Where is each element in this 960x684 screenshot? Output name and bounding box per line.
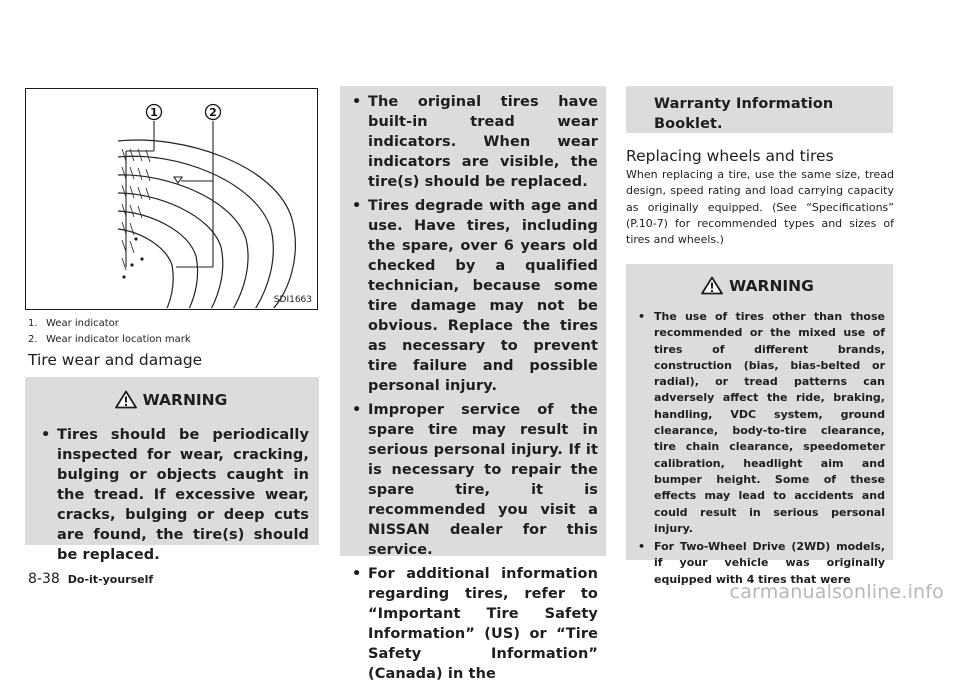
continuation-text-wrap xyxy=(630,94,885,134)
figure-code: SDI1663 xyxy=(273,295,312,305)
warning-item xyxy=(344,196,598,396)
warning-item-text: Improper service of the spare tire may result in serious personal injury. If it is necessary to repair the spare tire, it is recommended you visit a NISSAN dealer for this service. xyxy=(368,402,598,558)
warning-item-text: The use of tires other than those recommended or the mixed use of tires of different brands, construction (bias, bias-belted or radial), or tread patterns can adversely affect the ride, braking, handling, VDC system, ground clearance, body-to-tire clearance, tire chain clearance, speedometer calibration, headlight aim and bumper height. Some of these effects may lead to accidents and could result in serious personal injury. xyxy=(654,310,885,535)
figure-captions xyxy=(28,316,191,348)
replacing-warning-box xyxy=(626,264,893,586)
warning-triangle-icon xyxy=(701,276,723,295)
caption-1-text: Wear indicator xyxy=(46,318,119,329)
callout-2-label: 2 xyxy=(209,106,217,119)
middle-warning-box xyxy=(340,86,606,682)
bullet: • xyxy=(352,198,362,214)
page-footer xyxy=(28,571,153,587)
warning-title: WARNING xyxy=(729,276,814,295)
tire-arc-4 xyxy=(118,193,223,308)
replacing-wheels-heading: Replacing wheels and tires xyxy=(626,147,834,165)
warning-header xyxy=(33,390,309,409)
wear-indicator-location-mark xyxy=(174,177,182,183)
callout-2 xyxy=(206,105,221,120)
tire-arc-5 xyxy=(118,211,198,308)
caption-2 xyxy=(28,332,191,348)
tire-wear-indicator-figure xyxy=(25,88,318,310)
warning-item xyxy=(344,400,598,560)
bullet: • xyxy=(638,310,646,323)
warning-triangle-icon xyxy=(115,390,137,409)
bullet: • xyxy=(352,402,362,418)
warning-header xyxy=(630,276,885,295)
warning-item-text: The original tires have built-in tread wear indicators. When wear indicators are visible, the tire(s) should be replaced. xyxy=(368,94,598,190)
tire-wear-heading: Tire wear and damage xyxy=(28,351,203,369)
section-name: Do-it-yourself xyxy=(67,573,154,586)
warning-item xyxy=(344,92,598,192)
warning-item xyxy=(33,425,309,565)
tire-wear-warning-box xyxy=(25,377,319,563)
watermark: carmanualsonline.info xyxy=(729,581,944,603)
bullet: • xyxy=(41,427,51,443)
warning-item-text: Tires degrade with age and use. Have tires, including the spare, over 6 years old checked by a qualified technician, because some tire damage may not be obvious. Replace the tires as necessary to prevent tire failure and possible personal injury. xyxy=(368,198,598,394)
bullet: • xyxy=(638,540,646,554)
caption-2-text: Wear indicator location mark xyxy=(46,334,191,345)
replacing-wheels-paragraph: When replacing a tire, use the same size, tread design, speed rating and load carrying capacity as originally equipped. (See “Specifications” (P.10-7) for recommended types and sizes of tires and wheels.) xyxy=(626,168,894,247)
warning-item-text: Tires should be periodically inspected for wear, cracking, bulging or objects caught in the tread. If excessive wear, cracks, bulging or deep cuts are found, the tire(s) should be replaced. xyxy=(57,427,309,563)
page-number: 8-38 xyxy=(28,571,60,587)
caption-1-num: 1. xyxy=(28,318,38,329)
warning-item xyxy=(630,309,885,537)
caption-2-num: 2. xyxy=(28,334,38,345)
bullet: • xyxy=(352,94,362,110)
tire-illustration xyxy=(26,89,316,308)
callout-1-label: 1 xyxy=(150,106,158,119)
callout-1 xyxy=(147,105,162,120)
warning-item xyxy=(344,564,598,684)
continuation-box xyxy=(626,86,893,133)
continuation-text: Warranty Information Booklet. xyxy=(654,96,834,132)
caption-1 xyxy=(28,316,191,332)
bullet: • xyxy=(352,566,362,582)
warning-item-text: For additional information regarding tires, refer to “Important Tire Safety Information” (US) or “Tire Safety Information” (Canada) in the xyxy=(368,566,598,682)
warning-title: WARNING xyxy=(142,390,228,409)
warning-item-text: For Two-Wheel Drive (2WD) models, if your vehicle was originally equipped with 4 tires that were xyxy=(654,540,885,586)
